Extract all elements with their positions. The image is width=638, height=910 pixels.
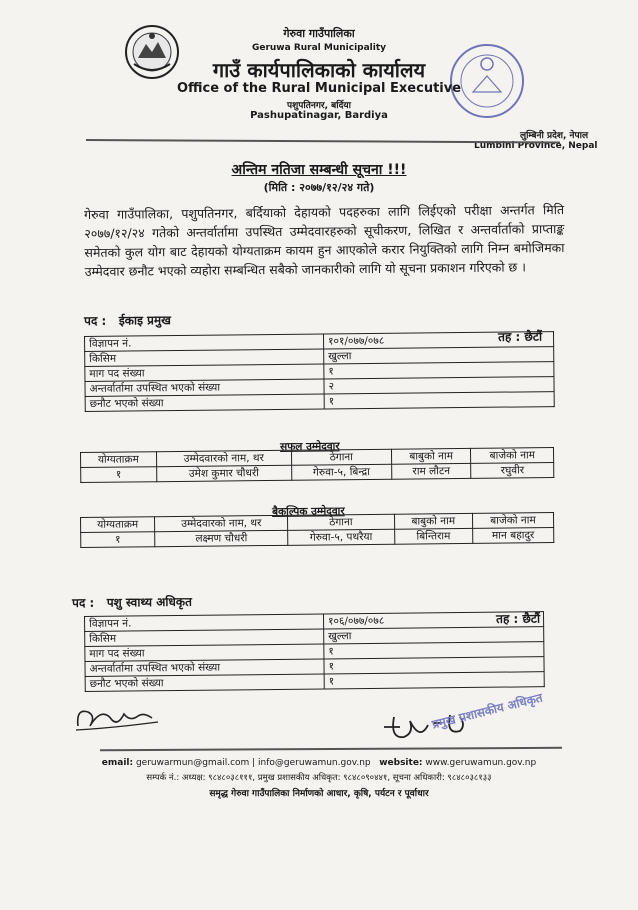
office-name-en: Office of the Rural Municipal Executive bbox=[176, 81, 462, 96]
office-name-np: गाउँ कार्यपालिकाको कार्यालय bbox=[212, 58, 426, 82]
post1-level: तह : छैटौं bbox=[498, 329, 543, 344]
table-row: १ लक्ष्मण चौधरी गेरुवा-५, पथरैया बिन्तिराम मान बहादुर bbox=[81, 528, 554, 548]
municipality-name-np: गेरुवा गाउँपालिका bbox=[283, 27, 355, 40]
municipality-name-en: Geruwa Rural Municipality bbox=[251, 43, 387, 53]
post2-info-table bbox=[84, 611, 545, 692]
table-row: माग पद संख्या १ bbox=[85, 362, 554, 382]
alternate-candidate-title: बैकल्पिक उम्मेदवार bbox=[272, 505, 345, 518]
alternate-candidate-table bbox=[80, 512, 554, 548]
footer-divider bbox=[100, 747, 562, 751]
table-row: विज्ञापन नं. १०६/०७७/०७८ bbox=[85, 612, 544, 632]
post2-level: तह : छैटौं bbox=[496, 611, 541, 626]
table-header-row: योग्यताक्रम उम्मेदवारको नाम, थर ठेगाना बाबुको नाम बाजेको नाम bbox=[81, 513, 554, 533]
successful-candidate-title: सफल उम्मेदवार bbox=[280, 440, 340, 453]
table-row: किसिम खुल्ला bbox=[85, 347, 554, 367]
table-row: छनौट भएको संख्या १ bbox=[85, 672, 544, 692]
table-header-row: योग्यताक्रम उम्मेदवारको नाम, थर ठेगाना बाबुको नाम बाजेको नाम bbox=[81, 448, 554, 468]
post-name: पशु स्वाथ्य अधिकृत bbox=[106, 594, 192, 610]
notice-body: गेरुवा गाउँपालिका, पशुपतिनगर, बर्दियाको देहायको पदहरुका लागि लिईएको परीक्षा अन्तर्गत मिति २०७७/१२/२४ गतेको अन्तर्वार्तामा उपस्थित उम्मेदवारहरुको सूचीकरण, लिखित र अन्तर्वार्ताको प्राप्ताङ्क समेतको कुल योग बाट देहायको योग्यताक्रम कायम हुन आएकोले करार नियुक्तिको लागि निम्न बमोजिमका उम्मेदवार छनौट भएको व्यहोरा सम्बन्धित सबैको जानकारीको लागि यो सूचना प्रकाशन गरिएको छ । bbox=[84, 201, 565, 279]
footer-website: www.geruwamun.gov.np bbox=[425, 758, 537, 768]
notice-title: अन्तिम नतिजा सम्बन्धी सूचना !!! bbox=[231, 162, 407, 178]
post1-info-table bbox=[84, 331, 555, 412]
table-row: १ उमेश कुमार चौधरी गेरुवा-५, बिन्द्रा राम लौटन रघुवीर bbox=[81, 463, 554, 483]
province-np: लुम्बिनी प्रदेश, नेपाल bbox=[520, 131, 589, 141]
province-en: Lumbini Province, Nepal bbox=[474, 141, 598, 151]
post-label: पद : bbox=[84, 313, 107, 328]
table-row: विज्ञापन नं. १०१/०७७/०७८ bbox=[85, 332, 554, 352]
post2-label-group bbox=[72, 593, 192, 611]
table-row: किसिम खुल्ला bbox=[85, 627, 544, 647]
notice-date: (मिति : २०७७/१२/२४ गते) bbox=[263, 181, 375, 194]
successful-candidate-table bbox=[80, 447, 554, 483]
table-row: अन्तर्वार्तामा उपस्थित भएको संख्या १ bbox=[85, 657, 544, 677]
address-np: पशुपतिनगर, बर्दिया bbox=[287, 101, 351, 111]
table-row: अन्तर्वार्तामा उपस्थित भएको संख्या २ bbox=[85, 377, 554, 397]
footer-email: geruwarmun@gmail.com | info@geruwamun.gov.np bbox=[135, 758, 371, 768]
footer-contact-line: email: geruwarmun@gmail.com | info@geruwamun.gov.np website: www.geruwamun.gov.np bbox=[101, 758, 537, 768]
post-name: ईकाइ प्रमुख bbox=[118, 313, 171, 328]
footer-slogan: समृद्ध गेरुवा गाउँपालिका निर्माणको आधार, कृषि, पर्यटन र पूर्वाधार bbox=[209, 789, 429, 799]
footer-phone-line: सम्पर्क नं.: अध्यक्ष: ९८४८०३८१११, प्रमुख प्रशासकीय अधिकृत: ९८४८०९०४४१, सूचना अधिकारी: ९८४८०३८१३३ bbox=[146, 773, 492, 783]
officer-stamp: प्रमुख प्रशासकीय अधिकृत bbox=[430, 690, 544, 732]
post1-label-group bbox=[84, 311, 171, 329]
address-en: Pashupatinagar, Bardiya bbox=[250, 110, 388, 121]
table-row: माग पद संख्या १ bbox=[85, 642, 544, 662]
table-row: छनौट भएको संख्या १ bbox=[85, 392, 554, 412]
header-divider bbox=[86, 139, 560, 143]
left-signature-icon bbox=[72, 700, 162, 734]
post-label: पद : bbox=[72, 595, 95, 610]
